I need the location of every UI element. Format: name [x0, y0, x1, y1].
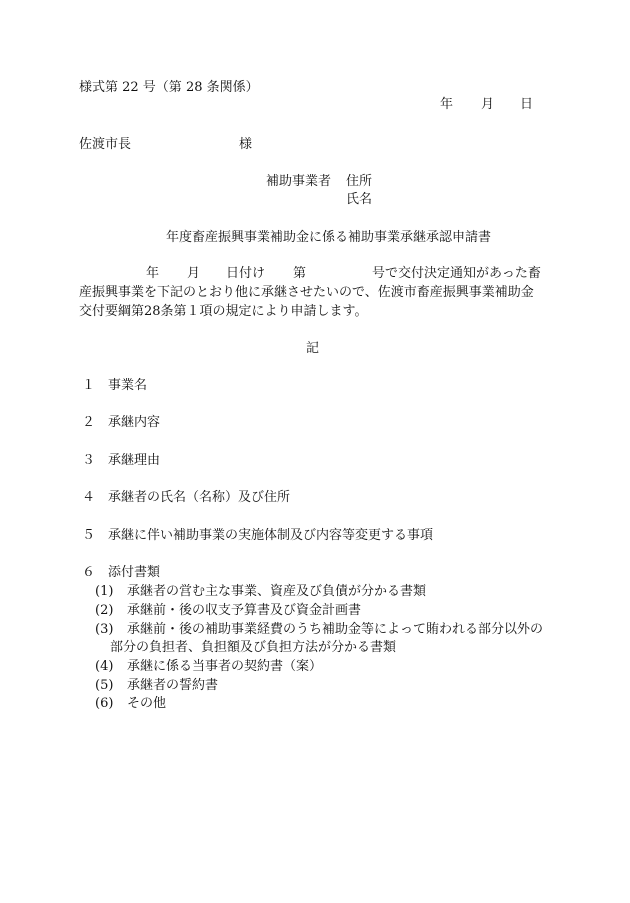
addressee-title: 佐渡市長 — [79, 137, 132, 152]
date-year-label: 年 — [440, 97, 454, 112]
attachment-label: 承継前・後の収支予算書及び資金計画書 — [127, 603, 362, 618]
attachment-item — [95, 659, 322, 675]
item-number: ３ — [82, 453, 96, 468]
list-item — [82, 378, 147, 394]
attachment-label: 承継者の営む主な事業、資産及び負債が分かる書類 — [127, 584, 427, 599]
list-item — [82, 528, 433, 544]
form-label: 様式第 22 号（第 28 条関係） — [79, 80, 259, 95]
item-label: 承継理由 — [108, 453, 161, 468]
body-line2: 産振興事業を下記のとおり他に承継させたいので、佐渡市畜産振興事業補助金 — [79, 285, 534, 300]
attachment-number: (5) — [95, 678, 114, 693]
item-label: 承継者の氏名（名称）及び住所 — [108, 490, 291, 505]
list-item — [82, 453, 160, 469]
attachment-number: (4) — [95, 659, 114, 674]
body-month: 月 — [187, 266, 201, 281]
list-item — [82, 565, 160, 581]
item-number: ６ — [82, 565, 96, 580]
attachment-label: その他 — [127, 696, 167, 711]
attachment-number: (3) — [95, 622, 114, 637]
attachment-label: 承継前・後の補助事業経費のうち補助金等によって賄われる部分以外の — [127, 622, 544, 637]
ki-heading: 記 — [306, 341, 320, 356]
item-label: 承継内容 — [108, 415, 161, 430]
attachment-item — [95, 584, 426, 600]
item-number: ２ — [82, 415, 96, 430]
item-label: 承継に伴い補助事業の実施体制及び内容等変更する事項 — [108, 528, 434, 543]
item-number: ５ — [82, 528, 96, 543]
list-item — [82, 415, 160, 431]
attachment-item — [95, 696, 166, 712]
attachment-item — [95, 603, 361, 619]
body-year: 年 — [146, 266, 160, 281]
body-dai: 第 — [293, 266, 307, 281]
item-number: ４ — [82, 490, 96, 505]
attachment-number: (6) — [95, 696, 114, 711]
date-day-label: 日 — [520, 97, 534, 112]
attachment-number: (1) — [95, 584, 114, 599]
body-line1-rest: 号で交付決定通知があった畜 — [372, 266, 541, 281]
applicant-name-label: 氏名 — [346, 192, 373, 207]
document-title: 年度畜産振興事業補助金に係る補助事業承継承認申請書 — [166, 230, 492, 245]
attachment-item — [95, 678, 218, 694]
applicant-address-label: 住所 — [346, 174, 373, 189]
body-dated: 日付け — [226, 266, 266, 281]
addressee-honorific: 様 — [239, 137, 253, 152]
item-label: 事業名 — [108, 378, 148, 393]
attachment-continuation: 部分の負担者、負担額及び負担方法が分かる書類 — [110, 640, 397, 655]
attachment-item — [95, 622, 543, 638]
attachment-number: (2) — [95, 603, 114, 618]
attachment-label: 承継者の誓約書 — [127, 678, 219, 693]
body-line3: 交付要綱第28条第１項の規定により申請します。 — [79, 304, 368, 319]
item-number: １ — [82, 378, 96, 393]
list-item — [82, 490, 290, 506]
applicant-role: 補助事業者 — [266, 174, 332, 189]
attachment-label: 承継に係る当事者の契約書（案） — [127, 659, 323, 674]
date-month-label: 月 — [481, 97, 495, 112]
item-label: 添付書類 — [108, 565, 161, 580]
